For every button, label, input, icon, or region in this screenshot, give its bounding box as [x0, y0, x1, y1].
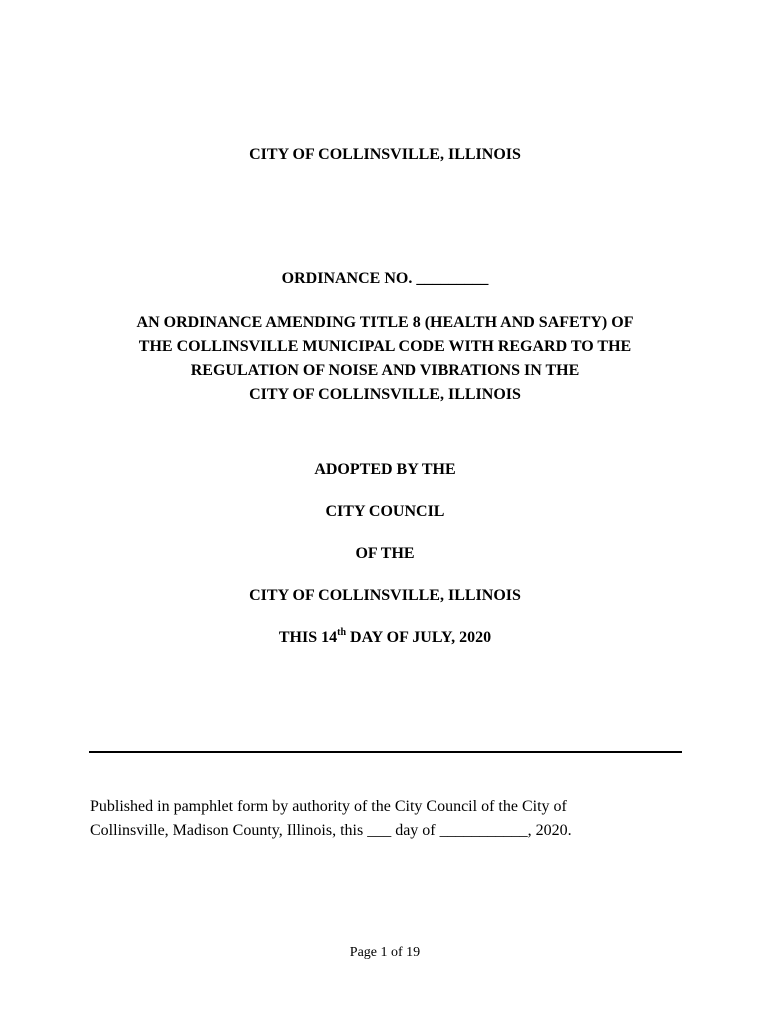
adoption-date-rest: DAY OF JULY, 2020 — [346, 629, 492, 646]
ordinance-number: ORDINANCE NO. _________ — [281, 270, 489, 287]
title-line: THE COLLINSVILLE MUNICIPAL CODE WITH REGARD TO THE — [138, 338, 632, 355]
publication-line: Collinsville, Madison County, Illinois, this ___ day of ___________, 2020. — [90, 822, 572, 839]
title-line: AN ORDINANCE AMENDING TITLE 8 (HEALTH AND SAFETY) OF — [136, 314, 634, 331]
city-council-line: CITY COUNCIL — [325, 503, 445, 520]
publication-line: Published in pamphlet form by authority of the City Council of the City of — [90, 798, 567, 815]
adopting-city-line: CITY OF COLLINSVILLE, ILLINOIS — [249, 587, 521, 604]
horizontal-rule — [89, 751, 682, 753]
adoption-date-prefix: THIS 14 — [278, 629, 338, 646]
publication-statement — [90, 795, 690, 843]
city-heading: CITY OF COLLINSVILLE, ILLINOIS — [249, 146, 521, 163]
adopted-by-line: ADOPTED BY THE — [314, 461, 456, 478]
title-line: CITY OF COLLINSVILLE, ILLINOIS — [249, 386, 521, 403]
title-line: REGULATION OF NOISE AND VIBRATIONS IN THE — [190, 362, 580, 379]
ordinance-title — [0, 311, 770, 407]
page-number: Page 1 of 19 — [349, 945, 421, 960]
adoption-date — [0, 626, 770, 650]
adoption-date-ordinal: th — [337, 626, 347, 638]
of-the-line: OF THE — [355, 545, 415, 562]
